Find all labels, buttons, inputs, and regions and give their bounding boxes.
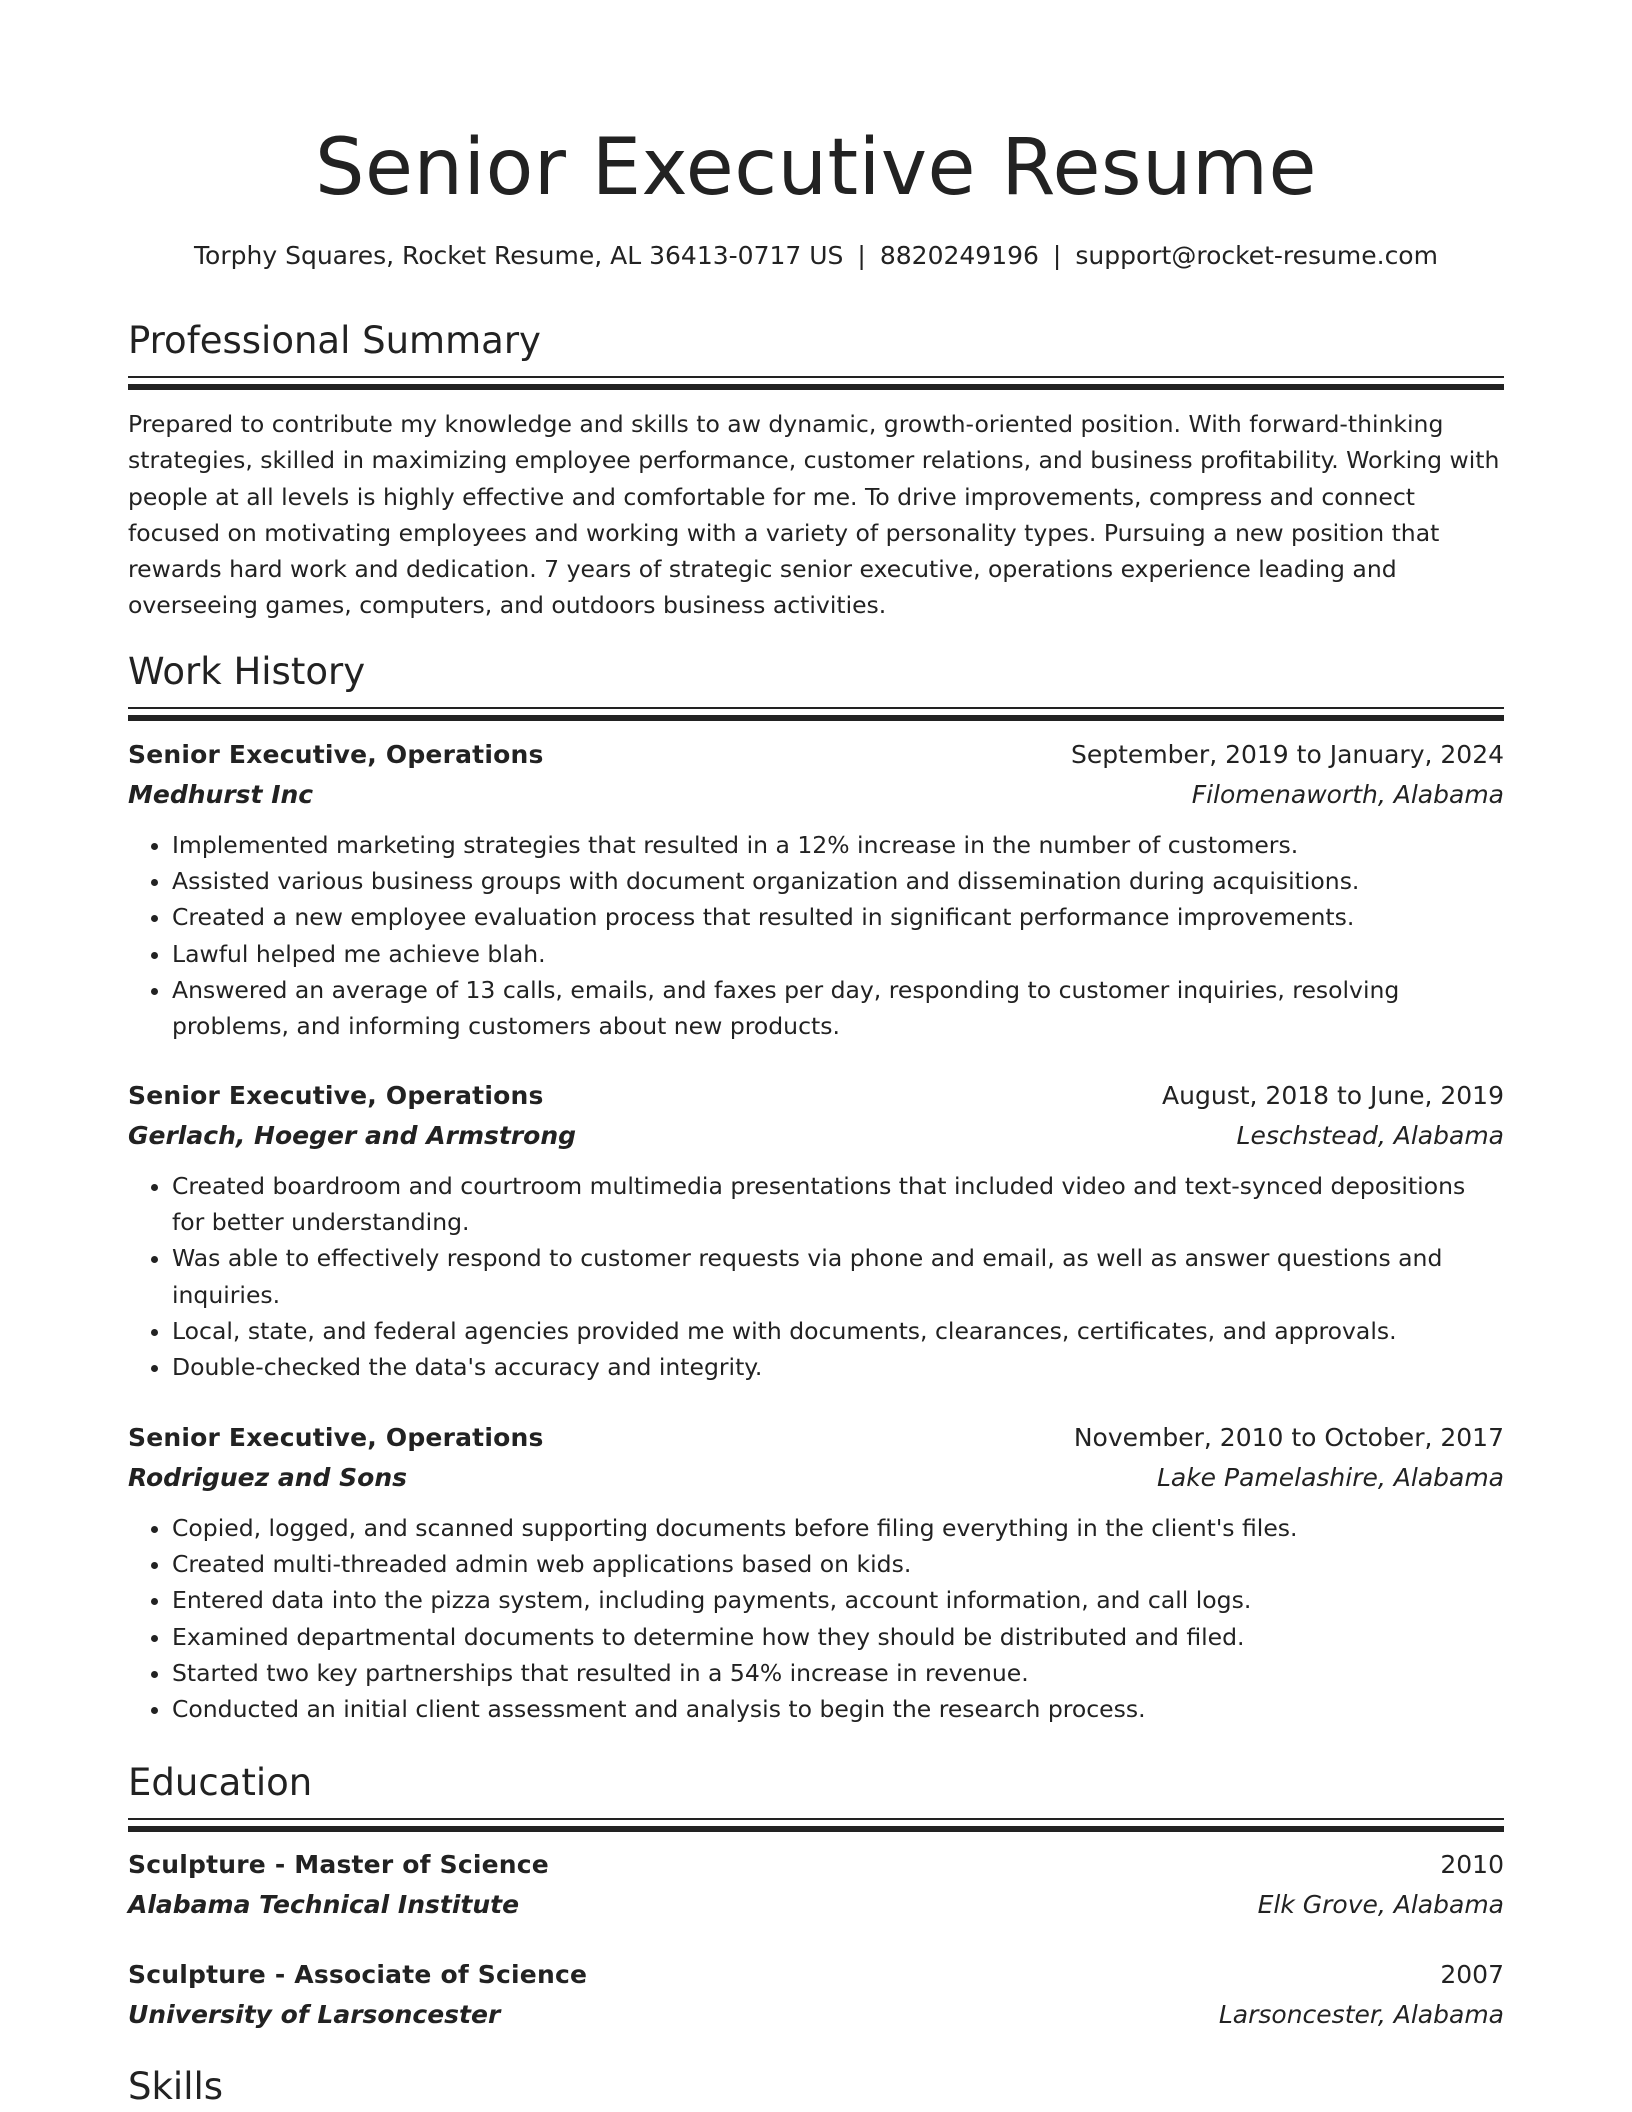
education-school: University of Larsoncester bbox=[128, 2000, 501, 2029]
contact-line bbox=[128, 236, 1504, 276]
job-bullet: • Examined departmental documents to determine how they should be distributed and filed. bbox=[172, 1619, 1504, 1655]
job-location: Lake Pamelashire, Alabama bbox=[1156, 1463, 1504, 1492]
job-bullet: • Assisted various business groups with document organization and dissemination during acquisitions. bbox=[172, 863, 1504, 899]
job-bullets bbox=[128, 1510, 1504, 1727]
job-bullet: • Created boardroom and courtroom multimedia presentations that included video and text-synced depositions for better understanding. bbox=[172, 1168, 1504, 1240]
job-bullet: • Local, state, and federal agencies provided me with documents, clearances, certificates, and approvals. bbox=[172, 1313, 1504, 1349]
education-school: Alabama Technical Institute bbox=[128, 1890, 520, 1919]
job-location: Leschstead, Alabama bbox=[1236, 1121, 1504, 1150]
section-rule bbox=[128, 715, 1504, 721]
job-title: Senior Executive, Operations bbox=[128, 1423, 544, 1452]
job-bullet: • Conducted an initial client assessment and analysis to begin the research process. bbox=[172, 1691, 1504, 1727]
job-dates: November, 2010 to October, 2017 bbox=[1073, 1423, 1504, 1452]
job-entry bbox=[128, 1418, 1504, 1727]
section-rule bbox=[128, 376, 1504, 378]
job-bullet: • Implemented marketing strategies that resulted in a 12% increase in the number of customers. bbox=[172, 827, 1504, 863]
contact-separator: | bbox=[857, 241, 866, 270]
job-entry bbox=[128, 1076, 1504, 1385]
section-heading-skills: Skills bbox=[128, 2065, 224, 2108]
resume-title: Senior Executive Resume bbox=[315, 123, 1317, 213]
education-year: 2010 bbox=[1440, 1850, 1504, 1879]
section-heading-education: Education bbox=[128, 1761, 313, 1804]
job-title: Senior Executive, Operations bbox=[128, 1081, 544, 1110]
contact-address: Torphy Squares, Rocket Resume, AL 36413-0717 US bbox=[194, 241, 844, 270]
job-bullets bbox=[128, 1168, 1504, 1385]
section-heading-work: Work History bbox=[128, 650, 366, 693]
job-bullet: • Started two key partnerships that resulted in a 54% increase in revenue. bbox=[172, 1655, 1504, 1691]
job-bullet: • Double-checked the data's accuracy and integrity. bbox=[172, 1349, 1504, 1385]
summary-text: Prepared to contribute my knowledge and skills to aw dynamic, growth-oriented position. With forward-thinking strategies, skilled in maximizing employee performance, customer relations, and business profitability. Working with people at all levels is highly effective and comfortable for me. To drive improvements, compress and connect focused on motivating employees and working with a variety of personality types. Pursuing a new position that rewards hard work and dedication. 7 years of strategic senior executive, operations experience leading and overseeing games, computers, and outdoors business activities. bbox=[128, 410, 1500, 620]
job-dates: August, 2018 to June, 2019 bbox=[1162, 1081, 1504, 1110]
job-bullet: • Entered data into the pizza system, including payments, account information, and call logs. bbox=[172, 1582, 1504, 1618]
summary-section bbox=[128, 316, 1504, 624]
job-company: Medhurst Inc bbox=[128, 780, 314, 809]
job-bullet: • Copied, logged, and scanned supporting documents before filing everything in the client's files. bbox=[172, 1510, 1504, 1546]
job-bullet: • Was able to effectively respond to customer requests via phone and email, as well as answer questions and inquiries. bbox=[172, 1240, 1504, 1312]
education-year: 2007 bbox=[1440, 1960, 1504, 1989]
section-heading-summary: Professional Summary bbox=[128, 319, 541, 362]
job-company: Gerlach, Hoeger and Armstrong bbox=[128, 1121, 577, 1150]
job-title: Senior Executive, Operations bbox=[128, 740, 544, 769]
contact-phone: 8820249196 bbox=[879, 241, 1039, 270]
education-degree: Sculpture - Master of Science bbox=[128, 1850, 549, 1879]
contact-separator: | bbox=[1052, 241, 1062, 270]
section-rule bbox=[128, 1818, 1504, 1820]
job-bullet: • Lawful helped me achieve blah. bbox=[172, 936, 1504, 972]
job-bullet: • Created a new employee evaluation process that resulted in significant performance improvements. bbox=[172, 899, 1504, 935]
section-rule bbox=[128, 707, 1504, 709]
job-bullet: • Answered an average of 13 calls, emails, and faxes per day, responding to customer inquiries, resolving problems, and informing customers about new products. bbox=[172, 972, 1504, 1044]
job-company: Rodriguez and Sons bbox=[128, 1463, 408, 1492]
education-section bbox=[128, 1758, 1504, 1832]
job-dates: September, 2019 to January, 2024 bbox=[1071, 740, 1504, 769]
education-location: Larsoncester, Alabama bbox=[1218, 2000, 1504, 2029]
education-degree: Sculpture - Associate of Science bbox=[128, 1960, 588, 1989]
section-rule bbox=[128, 384, 1504, 390]
education-entry bbox=[128, 1845, 1504, 1925]
section-rule bbox=[128, 1826, 1504, 1832]
job-bullet: • Created multi-threaded admin web applications based on kids. bbox=[172, 1546, 1504, 1582]
education-entry bbox=[128, 1955, 1504, 2035]
contact-email: support@rocket-resume.com bbox=[1075, 241, 1438, 270]
education-location: Elk Grove, Alabama bbox=[1257, 1890, 1504, 1919]
work-history-section bbox=[128, 647, 1504, 721]
job-entry bbox=[128, 735, 1504, 1044]
job-location: Filomenaworth, Alabama bbox=[1191, 780, 1504, 809]
job-bullets bbox=[128, 827, 1504, 1044]
